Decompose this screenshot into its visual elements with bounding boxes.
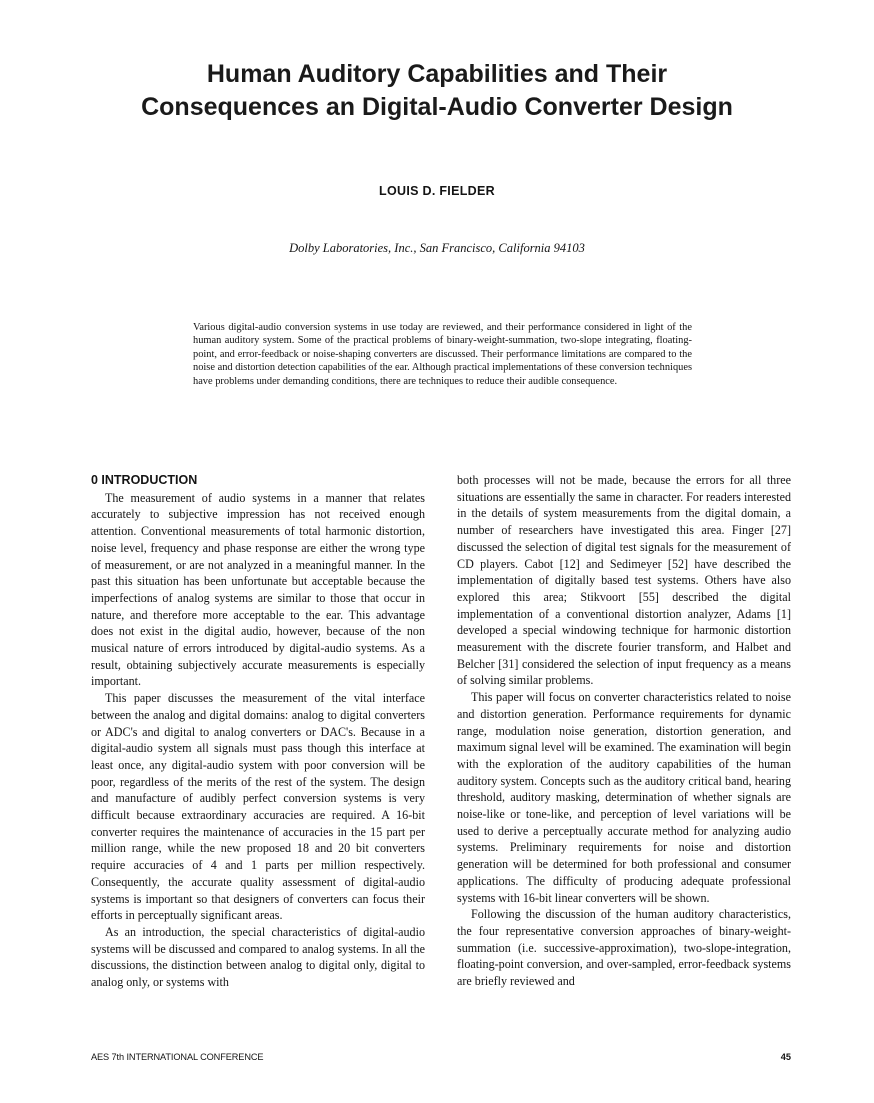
abstract: Various digital-audio conversion systems in use today are reviewed, and their performance considered in light of the human auditory system. Some of the practical problems of binary-weight-summation, two-slope integrating, floating-point, and error-feedback or noise-shaping converters are discussed. Their performance limitations are compared to the noise and distortion detection capabilities of the ear. Although practical implementations of these conversion techniques have problems under demanding conditions, there are techniques to reduce their audible consequence.	[193, 322, 692, 387]
intro-paragraph-3-continued: both processes will not be made, because the errors for all three situations are essentially the same in character. For readers interested in the details of system measurements from the digital domain, a number of researchers have investigated this area. Finger [27] discussed the selection of digital test signals for the measurement of CD players. Cabot [12] and Sedimeyer [52] have described the implementation of digitally based test systems. Others have also explored this area; Stikvoort [55] described the digital implementation of a conventional distortion analyzer, Adams [1] developed a special windowing technique for harmonic distortion measurement with the discrete fourier transform, and Halbet and Belcher [31] considered the selection of input frequency as a means of solving similar problems.	[457, 473, 791, 688]
title-line-2: Consequences an Digital-Audio Converter Design	[141, 93, 733, 121]
intro-paragraph-2: This paper discusses the measurement of the vital interface between the analog and digital domains: analog to digital converters or ADC's and digital to analog converters or DAC's. Because in a digital-audio system all signals must pass though this interface at least once, any digital-audio system with poor conversion will be poor, regardless of the merits of the rest of the system. The design and manufacture of audibly perfect conversion systems is very difficult because extraordinary accuracies are required. A 16-bit converter requires the maintenance of accuracies in the 15 part per million range, while the new proposed 18 and 20 bit converters require accuracies of 4 and 1 parts per million respectively. Consequently, the accurate quality assessment of digital-audio systems is important so that designers of converters can focus their efforts in perceptually significant areas.	[91, 691, 425, 923]
title-line-1: Human Auditory Capabilities and Their	[206, 60, 668, 88]
author-name: LOUIS D. FIELDER	[379, 184, 495, 198]
right-column	[457, 472, 791, 990]
intro-paragraph-1: The measurement of audio systems in a manner that relates accurately to subjective impression has not received enough attention. Conventional measurements of total harmonic distortion, noise level, frequency and phase response are either the wrong type of measurement, or are not analyzed in a meaningful manner. In the past this situation has been unfortunate but acceptable because the imperfections of analog systems are similar to those that occur in nature, and therefore more acceptable to the ear. This advantage does not exist in the digital audio, however, because of the non musical nature of errors introduced by digital-audio systems. As a result, obtaining subjectively accurate measurements is especially important.	[91, 490, 425, 689]
footer-conference: AES 7th INTERNATIONAL CONFERENCE	[91, 1052, 264, 1062]
section-heading: 0 INTRODUCTION	[91, 473, 198, 487]
intro-paragraph-3: As an introduction, the special characteristics of digital-audio systems will be discussed and compared to analog systems. In all the discussions, the distinction between analog to digital only, digital to analog only, or systems with	[91, 924, 425, 990]
intro-paragraph-5: Following the discussion of the human auditory characteristics, the four representative conversion approaches of binary-weight-summation (i.e. successive-approximation), two-slope-integration, floating-point conversion, and over-sampled, error-feedback systems are briefly reviewed and	[457, 907, 791, 989]
page-number: 45	[780, 1052, 791, 1062]
paper-title	[0, 58, 874, 124]
intro-paragraph-4: This paper will focus on converter characteristics related to noise and distortion generation. Performance requirements for dynamic range, modulation noise generation, distortion generation, and maximum signal level will be examined. The examination will begin with the exploration of the auditory capabilities of the human auditory system. Concepts such as the auditory critical band, hearing threshold, auditory masking, determination of whether signals are noise-like or tone-like, and perception of level variations will be used to derive a perceptually accurate method for analyzing audio systems. Preliminary requirements for noise and distortion generation will be determined for both professional and consumer applications. The difficulty of producing adequate professional systems with 16-bit linear converters will be shown.	[457, 690, 791, 905]
author-affiliation: Dolby Laboratories, Inc., San Francisco, California 94103	[289, 241, 585, 255]
left-column	[91, 472, 425, 991]
